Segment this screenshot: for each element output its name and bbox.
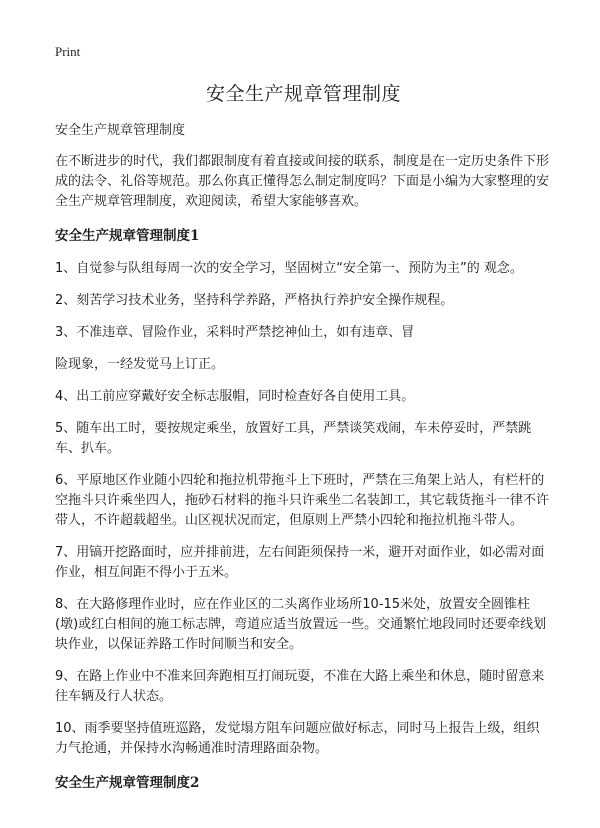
print-link[interactable]: Print: [55, 44, 81, 59]
list-item-6: 6、平原地区作业随小四轮和拖拉机带拖斗上下班时，严禁在三角架上站人，有栏杆的空拖斗只许乘坐四人，拖砂石材料的拖斗只许乘坐二名装卸工，其它载货拖斗一律不许带人，不许超载超坐。山区视状况而定，但原则上严禁小四轮和拖拉机拖斗带人。: [55, 473, 550, 528]
intro-paragraph: 在不断进步的时代，我们都跟制度有着直接或间接的联系，制度是在一定历史条件下形成的法令、礼俗等规范。那么你真正懂得怎么制定制度吗？下面是小编为大家整理的安全生产规章管理制度，欢迎阅读，希望大家能够喜欢。: [55, 154, 550, 209]
list-item-5: 5、随车出工时，要按规定乘坐，放置好工具，严禁谈笑戏闹，车未停妥时，严禁跳车、扒车。: [55, 421, 532, 456]
list-item-1: 1、自觉参与队组每周一次的安全学习，坚固树立“安全第一、预防为主”的 观念。: [55, 261, 523, 276]
list-item-8: 8、在大路修理作业时，应在作业区的二头离作业场所10-15米处，放置安全圆锥柱(墩)或红白相间的施工标志牌，弯道应适当放置远一些。交通繁忙地段同时还要牵线划块作业，以保证养路工作时间顺当和安全。: [55, 597, 547, 652]
list-item-3: 3、不准违章、冒险作业，采料时严禁挖神仙土，如有违章、冒: [55, 325, 415, 340]
list-item-2: 2、刻苦学习技术业务，坚持科学养路，严格执行养护安全操作规程。: [55, 293, 454, 308]
list-item-9: 9、在路上作业中不准来回奔跑相互打闹玩耍，不准在大路上乘坐和休息，随时留意来往车辆及行人状态。: [55, 669, 545, 704]
list-item-4: 4、出工前应穿戴好安全标志服帽，同时检查好各自使用工具。: [55, 389, 415, 404]
section-heading-2: 安全生产规章管理制度2: [55, 775, 200, 791]
page-title: 安全生产规章管理制度: [205, 83, 401, 105]
list-item-10: 10、雨季要坚持值班巡路，发觉塌方阻车问题应做好标志，同时马上报告上级，组织力气抢通，并保持水沟畅通准时清理路面杂物。: [55, 721, 540, 756]
list-item-3-continued: 险现象，一经发觉马上订正。: [55, 357, 225, 372]
section-heading-1: 安全生产规章管理制度1: [55, 228, 200, 244]
list-item-7: 7、用镐开挖路面时，应并排前进，左右间距须保持一米，避开对面作业，如必需对面作业，相互间距不得小于五米。: [55, 545, 545, 580]
document-subtitle: 安全生产规章管理制度: [55, 123, 186, 138]
